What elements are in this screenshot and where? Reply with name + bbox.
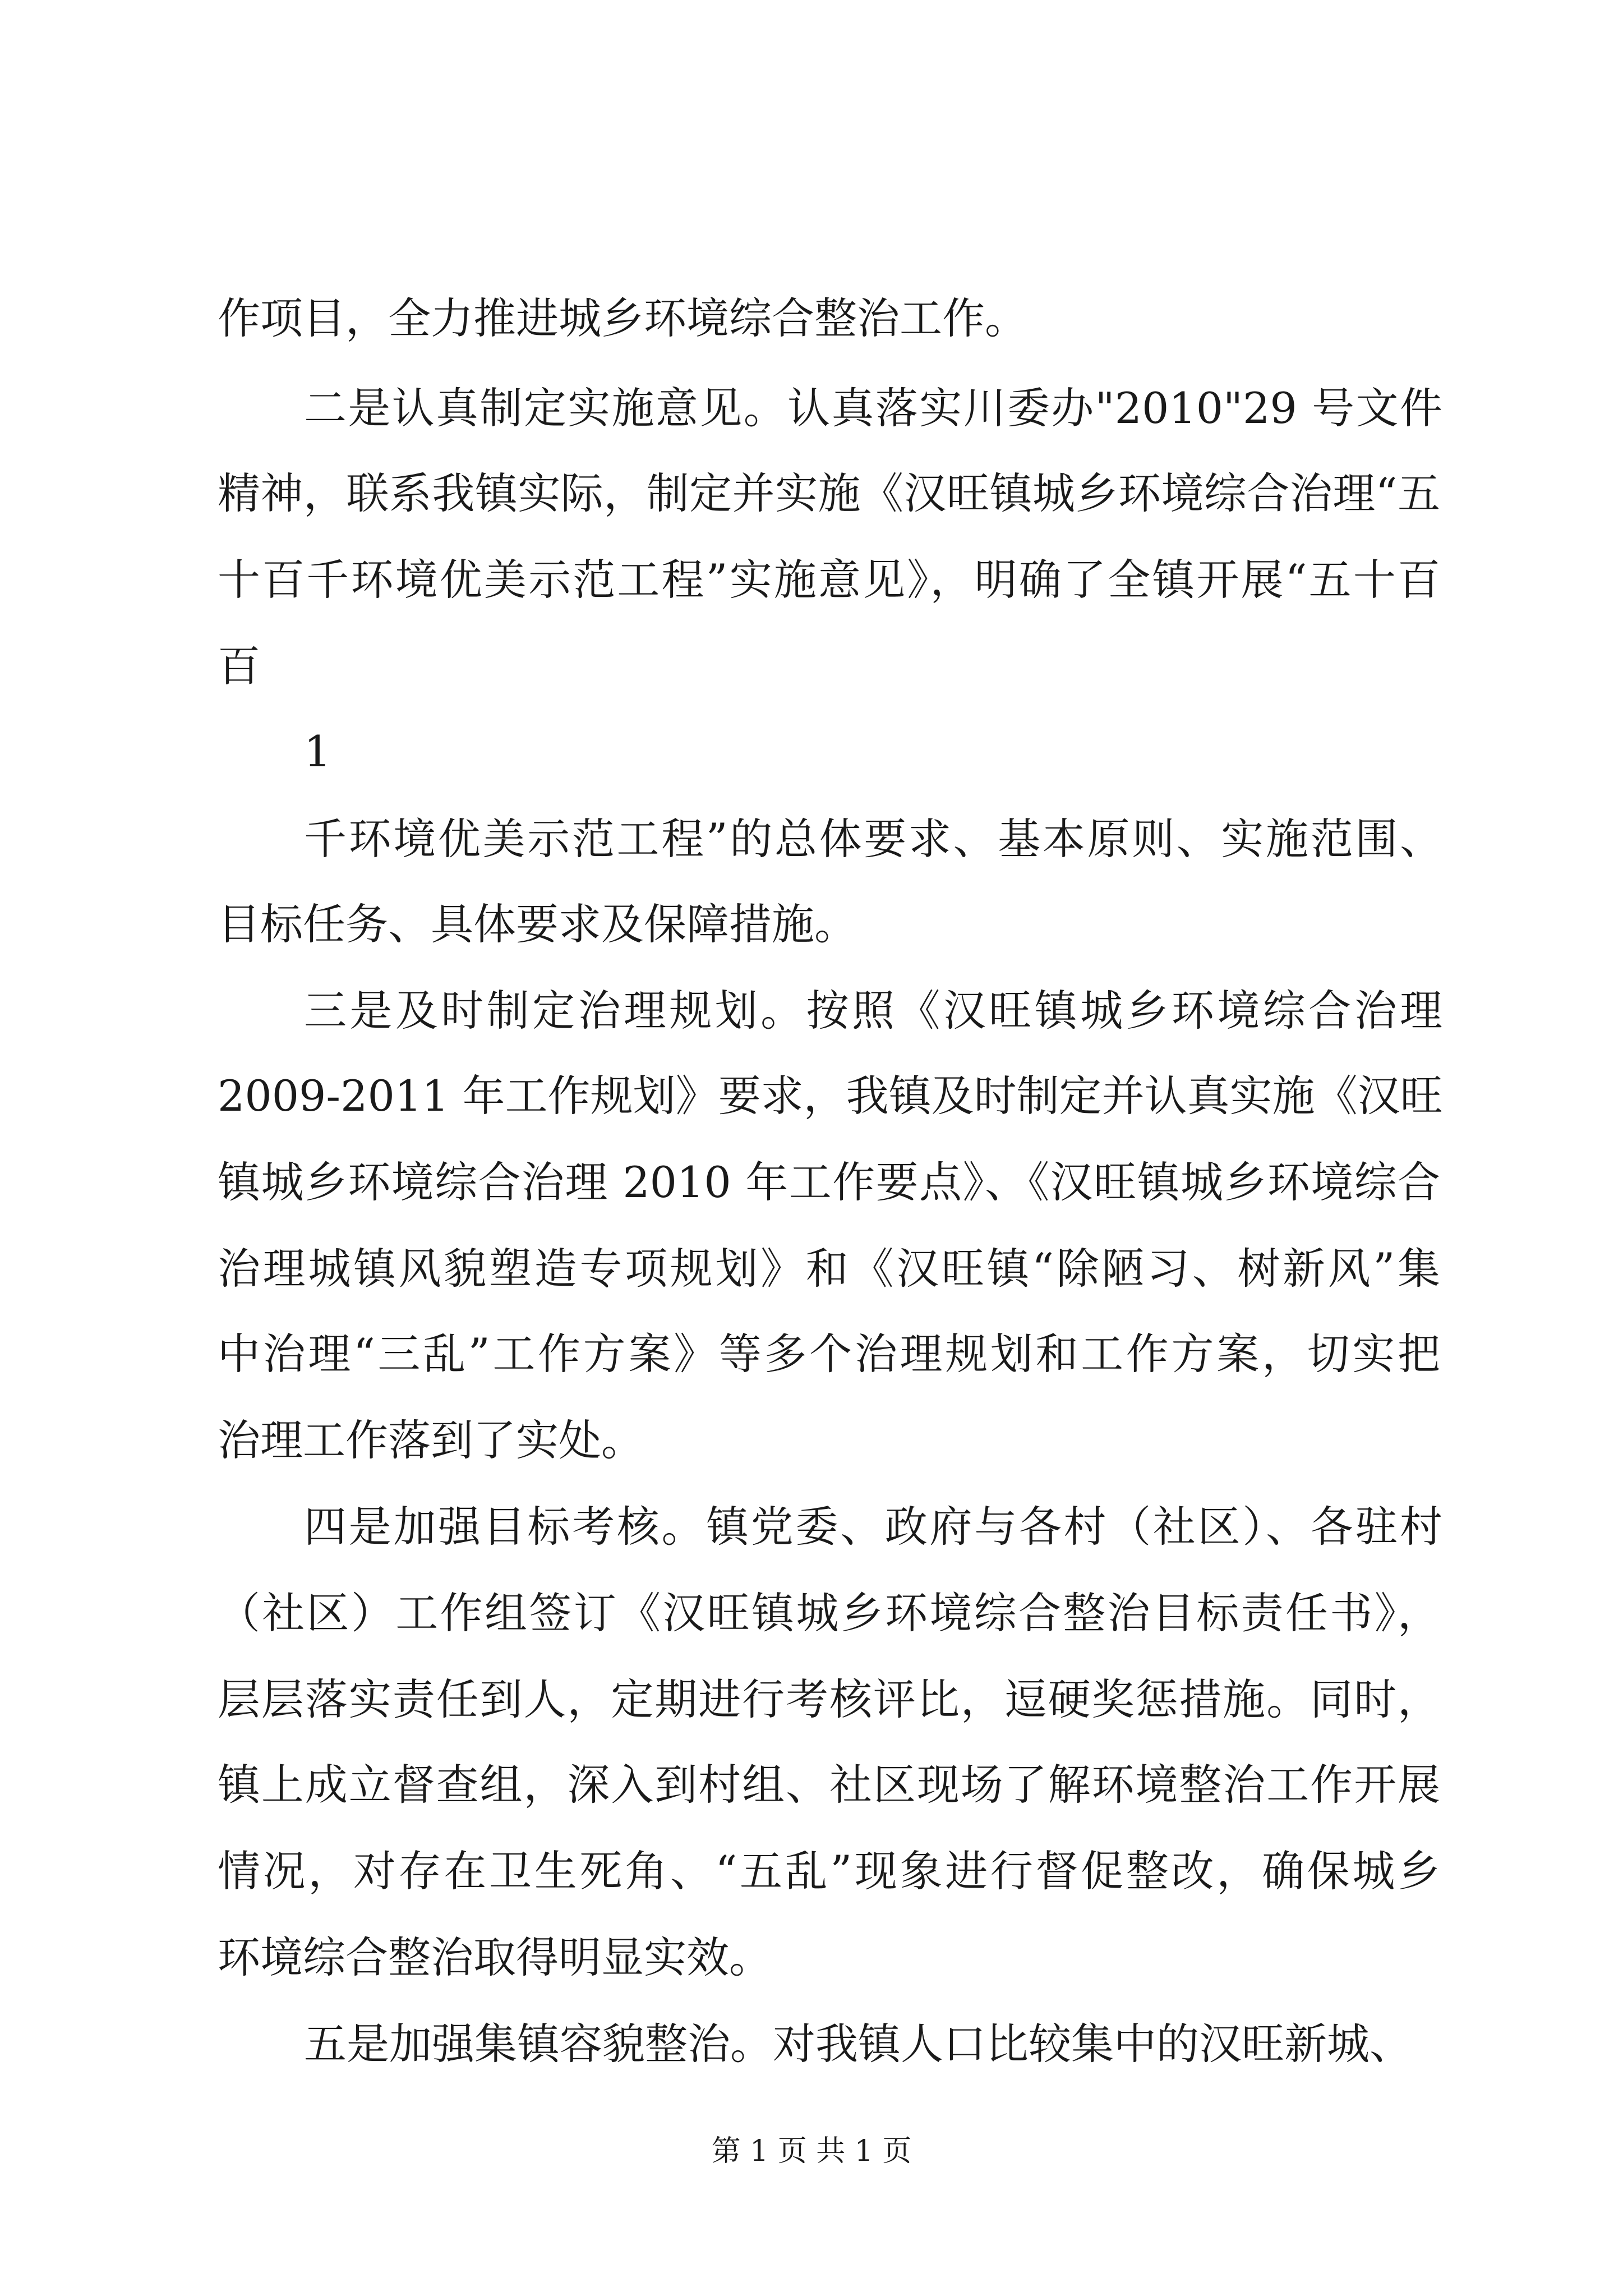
text-line-16: （社区）工作组签订《汉旺镇城乡环境综合整治目标责任书》，: [218, 1588, 1440, 1638]
text-line-3: 精神，联系我镇实际，制定并实施《汉旺镇城乡环境综合治理“五: [218, 468, 1440, 518]
text-line-14: 治理工作落到了实处。: [218, 1415, 644, 1465]
text-line-12: 治理城镇风貌塑造专项规划》和《汉旺镇“除陋习、树新风”集: [218, 1244, 1440, 1294]
text-line-7: 千环境优美示范工程”的总体要求、基本原则、实施范围、: [304, 814, 1442, 864]
text-line-9: 三是及时制定治理规划。按照《汉旺镇城乡环境综合治理: [304, 986, 1442, 1036]
text-line-15: 四是加强目标考核。镇党委、政府与各村（社区）、各驻村: [304, 1502, 1442, 1552]
text-line-8: 目标任务、具体要求及保障措施。: [218, 899, 857, 949]
text-line-11: 镇城乡环境综合治理 2010 年工作要点》、《汉旺镇城乡环境综合: [218, 1157, 1440, 1207]
text-line-21: 五是加强集镇容貌整治。对我镇人口比较集中的汉旺新城、: [304, 2019, 1412, 2069]
text-line-13: 中治理“三乱”工作方案》等多个治理规划和工作方案，切实把: [218, 1329, 1440, 1379]
page-footer: 第 1 页 共 1 页: [711, 2134, 912, 2168]
text-line-6: 1: [304, 726, 331, 776]
text-line-10: 2009-2011 年工作规划》要求，我镇及时制定并认真实施《汉旺: [218, 1071, 1443, 1121]
text-line-19: 情况，对存在卫生死角、“五乱”现象进行督促整改，确保城乡: [218, 1846, 1440, 1896]
text-line-4: 十百千环境优美示范工程”实施意见》，明确了全镇开展“五十百: [218, 555, 1440, 605]
text-line-20: 环境综合整治取得明显实效。: [218, 1932, 772, 1982]
text-line-18: 镇上成立督查组，深入到村组、社区现场了解环境整治工作开展: [218, 1760, 1440, 1810]
text-line-5: 百: [218, 641, 260, 691]
text-line-17: 层层落实责任到人，定期进行考核评比，逗硬奖惩措施。同时，: [218, 1674, 1440, 1724]
text-line-2: 二是认真制定实施意见。认真落实川委办"2010"29 号文件: [304, 383, 1442, 433]
text-line-1: 作项目，全力推进城乡环境综合整治工作。: [218, 293, 1027, 343]
